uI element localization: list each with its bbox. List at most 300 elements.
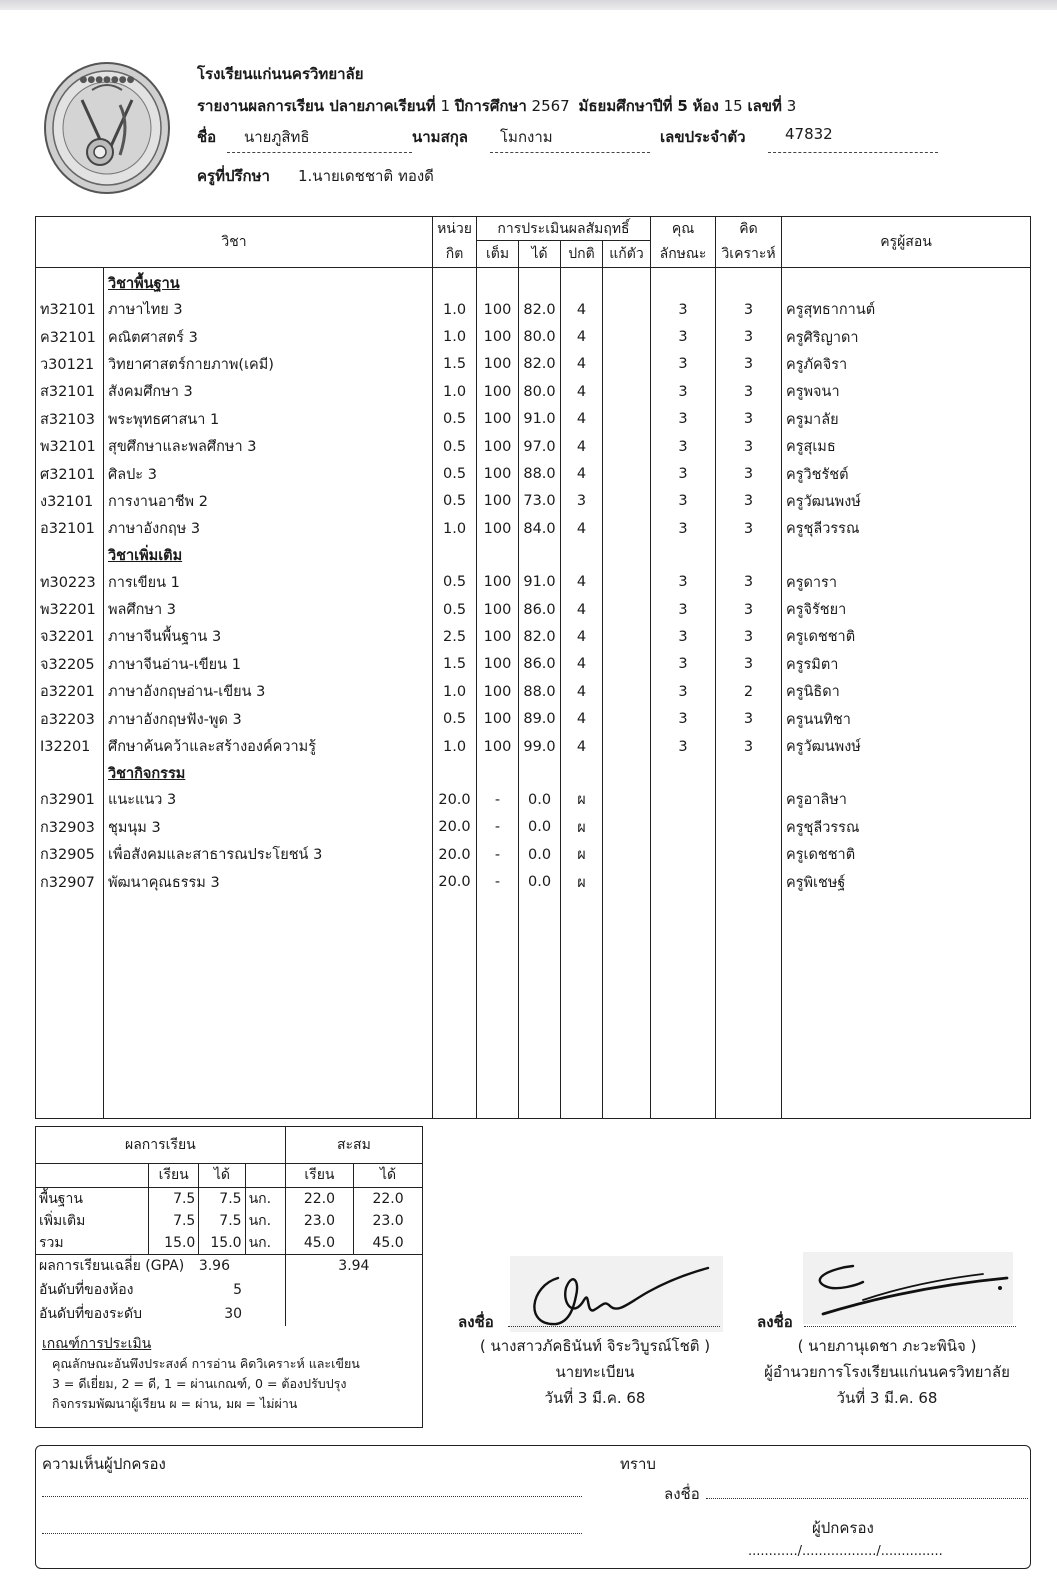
- cell-credit: 0.5: [433, 488, 477, 515]
- cell-score: 84.0: [519, 515, 561, 542]
- cell-full: 100: [477, 351, 519, 378]
- col-think-top: คิด: [716, 217, 782, 241]
- cell-full: 100: [477, 705, 519, 732]
- cell-grade: 4: [561, 433, 603, 460]
- cell-trait: [651, 841, 716, 868]
- section-row: [36, 268, 1031, 297]
- table-row: [36, 460, 1031, 487]
- cell-full: -: [477, 868, 519, 895]
- cell-grade: 4: [561, 596, 603, 623]
- cell-full: 100: [477, 488, 519, 515]
- cell-trait: 3: [651, 406, 716, 433]
- registrar-title: นายทะเบียน: [555, 1363, 635, 1381]
- level-value: 5: [677, 97, 688, 115]
- cell-score: 0.0: [519, 868, 561, 895]
- cell-name: ภาษาอังกฤษอ่าน-เขียน 3: [104, 678, 433, 705]
- cell-fix: [603, 678, 651, 705]
- cell-score: 82.0: [519, 623, 561, 650]
- cell-name: ศึกษาค้นคว้าและสร้างองค์ความรู้: [104, 733, 433, 760]
- cell-full: 100: [477, 433, 519, 460]
- summary-acc-study-header: เรียน: [285, 1163, 353, 1187]
- cell-trait: 3: [651, 651, 716, 678]
- cell-teacher: ครูชุลีวรรณ: [782, 814, 1031, 841]
- cell-credit: 0.5: [433, 705, 477, 732]
- cell-credit: 1.0: [433, 515, 477, 542]
- summary-cell-got: 7.5: [199, 1187, 245, 1210]
- summary-study-header: เรียน: [149, 1163, 199, 1187]
- svg-text:●●●●●●●: ●●●●●●●: [79, 75, 135, 85]
- cell-score: 0.0: [519, 814, 561, 841]
- table-row: [36, 786, 1031, 813]
- cell-fix: [603, 786, 651, 813]
- cell-code: จ32205: [36, 651, 104, 678]
- cell-teacher: ครูนิธิดา: [782, 678, 1031, 705]
- cell-name: คณิตศาสตร์ 3: [104, 323, 433, 350]
- summary-cell-acc_study: 45.0: [303, 1234, 336, 1251]
- cell-think: [716, 841, 782, 868]
- summary-cell-acc_study: 23.0: [303, 1212, 336, 1229]
- cell-name: ภาษาไทย 3: [104, 296, 433, 323]
- cell-teacher: ครูพิเชษฐ์: [782, 868, 1031, 895]
- table-row: [36, 596, 1031, 623]
- cell-fix: [603, 596, 651, 623]
- cell-score: 88.0: [519, 460, 561, 487]
- cell-grade: 3: [561, 488, 603, 515]
- cell-code: ส32103: [36, 406, 104, 433]
- cell-score: 86.0: [519, 596, 561, 623]
- cell-credit: 1.5: [433, 351, 477, 378]
- cell-full: 100: [477, 378, 519, 405]
- gpa-accum-value: 3.94: [285, 1254, 422, 1278]
- cell-full: -: [477, 786, 519, 813]
- parent-comment-box: [35, 1445, 1031, 1569]
- cell-code: อ32201: [36, 678, 104, 705]
- cell-teacher: ครูศิริญาดา: [782, 323, 1031, 350]
- cell-code: อ32101: [36, 515, 104, 542]
- table-row: [36, 296, 1031, 323]
- table-row: [36, 488, 1031, 515]
- cell-name: ภาษาอังกฤษฟัง-พูด 3: [104, 705, 433, 732]
- level-label: มัธยมศึกษาปีที่: [578, 97, 673, 115]
- cell-fix: [603, 651, 651, 678]
- registrar-date: วันที่ 3 มี.ค. 68: [544, 1389, 646, 1407]
- cell-think: 3: [716, 406, 782, 433]
- gpa-value: 3.96: [199, 1254, 285, 1278]
- cell-trait: [651, 786, 716, 813]
- cell-name: ชุมนุม 3: [104, 814, 433, 841]
- summary-cell-unit: นก.: [245, 1232, 285, 1255]
- term-value: 1: [440, 97, 450, 115]
- cell-think: 3: [716, 515, 782, 542]
- cell-code: ง32101: [36, 488, 104, 515]
- table-row: [36, 433, 1031, 460]
- summary-result-header: ผลการเรียน: [36, 1127, 285, 1163]
- cell-trait: 3: [651, 433, 716, 460]
- col-credit-top: หน่วย: [433, 217, 477, 241]
- cell-teacher: ครูเดชชาติ: [782, 623, 1031, 650]
- school-name: โรงเรียนแก่นนครวิทยาลัย: [197, 65, 364, 83]
- cell-fix: [603, 460, 651, 487]
- cell-code: ก32905: [36, 841, 104, 868]
- cell-trait: [651, 868, 716, 895]
- cell-fix: [603, 623, 651, 650]
- cell-full: 100: [477, 515, 519, 542]
- cell-name: ภาษาจีนพื้นฐาน 3: [104, 623, 433, 650]
- cell-fix: [603, 705, 651, 732]
- section-row: [36, 760, 1031, 786]
- summary-row: [36, 1232, 422, 1255]
- summary-acc-got-header: ได้: [354, 1163, 422, 1187]
- acknowledge-label: ทราบ: [620, 1455, 656, 1473]
- summary-accum-header: สะสม: [285, 1127, 422, 1163]
- student-name: นายภูสิทธิ: [244, 128, 310, 146]
- cell-score: 88.0: [519, 678, 561, 705]
- cell-grade: 4: [561, 733, 603, 760]
- id-underline: [768, 152, 938, 153]
- table-row: [36, 406, 1031, 433]
- table-row: [36, 814, 1031, 841]
- col-credit-bottom: กิต: [433, 241, 477, 268]
- summary-cell-acc_got: 45.0: [354, 1232, 422, 1255]
- cell-score: 82.0: [519, 296, 561, 323]
- cell-code: ก32907: [36, 868, 104, 895]
- cell-trait: 3: [651, 488, 716, 515]
- table-row: [36, 678, 1031, 705]
- cell-fix: [603, 351, 651, 378]
- cell-credit: 1.0: [433, 378, 477, 405]
- cell-teacher: ครูรมิตา: [782, 651, 1031, 678]
- cell-think: 3: [716, 378, 782, 405]
- cell-full: 100: [477, 569, 519, 596]
- cell-fix: [603, 296, 651, 323]
- summary-cell-study: 15.0: [149, 1232, 199, 1255]
- summary-cell-study: 7.5: [149, 1210, 199, 1232]
- table-filler-row: [36, 896, 1031, 1119]
- cell-trait: 3: [651, 296, 716, 323]
- number-label: เลขที่: [747, 97, 782, 115]
- cell-code: ท32101: [36, 296, 104, 323]
- cell-think: 3: [716, 323, 782, 350]
- cell-name: พัฒนาคุณธรรม 3: [104, 868, 433, 895]
- cell-think: [716, 814, 782, 841]
- report-prefix: รายงานผลการเรียน ปลายภาคเรียนที่: [197, 97, 436, 115]
- cell-score: 0.0: [519, 786, 561, 813]
- cell-fix: [603, 868, 651, 895]
- room-label: ห้อง: [692, 97, 719, 115]
- cell-full: 100: [477, 733, 519, 760]
- summary-cell-acc_got: 23.0: [354, 1210, 422, 1232]
- cell-name: ภาษาจีนอ่าน-เขียน 1: [104, 651, 433, 678]
- comment-line-2[interactable]: [42, 1533, 582, 1534]
- rank-level-value: 30: [224, 1306, 243, 1322]
- cell-code: ค32101: [36, 323, 104, 350]
- cell-score: 86.0: [519, 651, 561, 678]
- cell-score: 80.0: [519, 378, 561, 405]
- cell-think: 3: [716, 569, 782, 596]
- window-top-bar: [0, 0, 1057, 10]
- room-value: 15: [723, 97, 743, 115]
- cell-score: 82.0: [519, 351, 561, 378]
- parent-label: ผู้ปกครอง: [812, 1519, 874, 1537]
- cell-full: 100: [477, 678, 519, 705]
- cell-grade: 4: [561, 651, 603, 678]
- cell-name: วิทยาศาสตร์กายภาพ(เคมี): [104, 351, 433, 378]
- section-row: [36, 543, 1031, 569]
- cell-code: จ32201: [36, 623, 104, 650]
- cell-trait: [651, 814, 716, 841]
- summary-box: [35, 1126, 423, 1428]
- parent-comment-label: ความเห็นผู้ปกครอง: [42, 1455, 166, 1473]
- cell-score: 80.0: [519, 323, 561, 350]
- cell-grade: 4: [561, 351, 603, 378]
- director-title: ผู้อำนวยการโรงเรียนแก่นนครวิทยาลัย: [764, 1363, 1010, 1381]
- student-surname: โมกงาม: [500, 128, 553, 146]
- cell-score: 73.0: [519, 488, 561, 515]
- cell-code: ก32901: [36, 786, 104, 813]
- cell-grade: ผ: [561, 868, 603, 895]
- cell-teacher: ครูสุทธากานต์: [782, 296, 1031, 323]
- cell-name: การงานอาชีพ 2: [104, 488, 433, 515]
- cell-grade: 4: [561, 460, 603, 487]
- table-row: [36, 705, 1031, 732]
- cell-trait: 3: [651, 515, 716, 542]
- cell-trait: 3: [651, 351, 716, 378]
- summary-table: [36, 1127, 422, 1326]
- cell-name: พลศึกษา 3: [104, 596, 433, 623]
- cell-trait: 3: [651, 596, 716, 623]
- cell-fix: [603, 733, 651, 760]
- registrar-signature-image: [510, 1256, 723, 1332]
- criteria-line-2: 3 = ดีเยี่ยม, 2 = ดี, 1 = ผ่านเกณฑ์, 0 = ต้องปรับปรุง: [52, 1376, 347, 1391]
- cell-credit: 0.5: [433, 433, 477, 460]
- cell-full: -: [477, 841, 519, 868]
- table-row: [36, 515, 1031, 542]
- cell-fix: [603, 433, 651, 460]
- cell-code: พ32201: [36, 596, 104, 623]
- cell-grade: 4: [561, 323, 603, 350]
- cell-think: 3: [716, 596, 782, 623]
- summary-cell-acc_got: 22.0: [354, 1187, 422, 1210]
- grades-table: [35, 216, 1031, 1119]
- cell-credit: 20.0: [433, 814, 477, 841]
- registrar-sign-label: ลงชื่อ: [458, 1313, 494, 1331]
- cell-grade: 4: [561, 705, 603, 732]
- cell-credit: 0.5: [433, 460, 477, 487]
- cell-teacher: ครูชุลีวรรณ: [782, 515, 1031, 542]
- director-date: วันที่ 3 มี.ค. 68: [836, 1389, 938, 1407]
- table-row: [36, 733, 1031, 760]
- cell-name: ภาษาอังกฤษ 3: [104, 515, 433, 542]
- col-full: เต็ม: [477, 241, 519, 268]
- cell-teacher: ครูพจนา: [782, 378, 1031, 405]
- cell-teacher: ครูภัคจิรา: [782, 351, 1031, 378]
- cell-fix: [603, 841, 651, 868]
- director-sign-line: [804, 1326, 1016, 1327]
- summary-cell-got: 7.5: [199, 1210, 245, 1232]
- summary-cell-study: 7.5: [149, 1187, 199, 1210]
- cell-think: 3: [716, 433, 782, 460]
- table-row: [36, 623, 1031, 650]
- registrar-signature-area: [510, 1256, 723, 1332]
- cell-think: 3: [716, 623, 782, 650]
- cell-think: 2: [716, 678, 782, 705]
- cell-fix: [603, 378, 651, 405]
- cell-score: 91.0: [519, 569, 561, 596]
- col-trait-bottom: ลักษณะ: [651, 241, 716, 268]
- cell-teacher: ครูสุเมธ: [782, 433, 1031, 460]
- cell-full: 100: [477, 623, 519, 650]
- cell-fix: [603, 569, 651, 596]
- cell-credit: 2.5: [433, 623, 477, 650]
- rank-level-label: อันดับที่ของระดับ: [39, 1306, 143, 1322]
- cell-teacher: ครูมาลัย: [782, 406, 1031, 433]
- parent-sign-line[interactable]: [706, 1498, 1028, 1499]
- parent-sign-label: ลงชื่อ: [664, 1485, 700, 1503]
- cell-grade: 4: [561, 406, 603, 433]
- cell-name: สุขศึกษาและพลศึกษา 3: [104, 433, 433, 460]
- cell-grade: 4: [561, 378, 603, 405]
- cell-score: 99.0: [519, 733, 561, 760]
- cell-credit: 1.5: [433, 651, 477, 678]
- cell-credit: 1.0: [433, 296, 477, 323]
- cell-grade: 4: [561, 296, 603, 323]
- criteria-line-1: คุณลักษณะอันพึงประสงค์ การอ่าน คิดวิเคราะห์ และเขียน: [52, 1356, 360, 1371]
- cell-name: พระพุทธศาสนา 1: [104, 406, 433, 433]
- cell-trait: 3: [651, 623, 716, 650]
- cell-code: พ32101: [36, 433, 104, 460]
- cell-code: ว30121: [36, 351, 104, 378]
- cell-code: ศ32101: [36, 460, 104, 487]
- table-row: [36, 323, 1031, 350]
- cell-teacher: ครูวิชรัชต์: [782, 460, 1031, 487]
- summary-cell-label: รวม: [39, 1234, 64, 1251]
- cell-fix: [603, 406, 651, 433]
- cell-credit: 0.5: [433, 569, 477, 596]
- surname-underline: [490, 152, 650, 153]
- cell-grade: 4: [561, 515, 603, 542]
- cell-trait: 3: [651, 460, 716, 487]
- col-trait-top: คุณ: [651, 217, 716, 241]
- section-label: วิชาพื้นฐาน: [104, 268, 433, 297]
- cell-full: 100: [477, 323, 519, 350]
- cell-name: เพื่อสังคมและสาธารณประโยชน์ 3: [104, 841, 433, 868]
- year-value: 2567: [531, 97, 570, 115]
- cell-fix: [603, 515, 651, 542]
- cell-score: 97.0: [519, 433, 561, 460]
- cell-code: I32201: [36, 733, 104, 760]
- comment-line-1[interactable]: [42, 1496, 582, 1497]
- cell-credit: 1.0: [433, 678, 477, 705]
- table-row: [36, 841, 1031, 868]
- registrar-name: ( นางสาวภัคธินันท์ จิระวิบูรณ์โชติ ): [479, 1337, 711, 1355]
- student-id: 47832: [785, 125, 833, 143]
- col-got: ได้: [519, 241, 561, 268]
- cell-trait: 3: [651, 705, 716, 732]
- gpa-label: ผลการเรียนเฉลี่ย (GPA): [36, 1254, 199, 1278]
- cell-think: [716, 868, 782, 895]
- parent-date-blank[interactable]: ............/................../...............: [748, 1544, 943, 1559]
- summary-row: [36, 1210, 422, 1232]
- cell-score: 0.0: [519, 841, 561, 868]
- col-subject: วิชา: [36, 217, 433, 268]
- cell-trait: 3: [651, 378, 716, 405]
- summary-cell-acc_study: 22.0: [303, 1190, 336, 1207]
- cell-trait: 3: [651, 733, 716, 760]
- cell-code: อ32203: [36, 705, 104, 732]
- cell-fix: [603, 488, 651, 515]
- surname-label: นามสกุล: [412, 128, 468, 146]
- cell-full: 100: [477, 296, 519, 323]
- rank-room-value: 5: [233, 1282, 243, 1298]
- cell-think: 3: [716, 351, 782, 378]
- report-title-line: [197, 94, 796, 118]
- director-name: ( นายภานุเดชา ภะวะพินิจ ): [797, 1337, 977, 1355]
- cell-code: ส32101: [36, 378, 104, 405]
- section-label: วิชากิจกรรม: [104, 760, 433, 786]
- cell-full: 100: [477, 406, 519, 433]
- summary-cell-unit: นก.: [245, 1210, 285, 1232]
- cell-score: 91.0: [519, 406, 561, 433]
- cell-credit: 20.0: [433, 868, 477, 895]
- cell-full: 100: [477, 651, 519, 678]
- cell-name: สังคมศึกษา 3: [104, 378, 433, 405]
- director-sign-label: ลงชื่อ: [757, 1313, 793, 1331]
- summary-got-header: ได้: [199, 1163, 245, 1187]
- cell-score: 89.0: [519, 705, 561, 732]
- table-row: [36, 378, 1031, 405]
- cell-trait: 3: [651, 569, 716, 596]
- director-signature-image: [803, 1252, 1013, 1324]
- summary-row: [36, 1187, 422, 1210]
- cell-grade: 4: [561, 678, 603, 705]
- col-teacher: ครูผู้สอน: [782, 217, 1031, 268]
- cell-full: -: [477, 814, 519, 841]
- cell-teacher: ครูจิรัชยา: [782, 596, 1031, 623]
- cell-credit: 0.5: [433, 406, 477, 433]
- advisor-name: 1.นายเดชชาติ ทองดี: [298, 167, 434, 185]
- name-label: ชื่อ: [197, 128, 217, 146]
- cell-credit: 20.0: [433, 841, 477, 868]
- director-signature-area: [803, 1252, 1013, 1324]
- col-think-bottom: วิเคราะห์: [716, 241, 782, 268]
- criteria-line-3: กิจกรรมพัฒนาผู้เรียน ผ = ผ่าน, มผ = ไม่ผ่าน: [52, 1396, 298, 1411]
- criteria-label: เกณฑ์การประเมิน: [42, 1336, 152, 1352]
- student-id-label: เลขประจำตัว: [660, 128, 746, 146]
- year-label: ปีการศึกษา: [454, 97, 527, 115]
- col-fixed: แก้ตัว: [603, 241, 651, 268]
- summary-cell-label: เพิ่มเติม: [39, 1212, 86, 1229]
- cell-think: 3: [716, 651, 782, 678]
- cell-think: 3: [716, 705, 782, 732]
- table-row: [36, 868, 1031, 895]
- col-assessment: การประเมินผลสัมฤทธิ์: [477, 217, 651, 241]
- cell-name: การเขียน 1: [104, 569, 433, 596]
- cell-full: 100: [477, 460, 519, 487]
- cell-teacher: ครูวัฒนพงษ์: [782, 733, 1031, 760]
- cell-fix: [603, 323, 651, 350]
- cell-grade: ผ: [561, 786, 603, 813]
- cell-think: [716, 786, 782, 813]
- cell-grade: 4: [561, 623, 603, 650]
- cell-name: แนะแนว 3: [104, 786, 433, 813]
- cell-think: 3: [716, 488, 782, 515]
- cell-teacher: ครูวัฒนพงษ์: [782, 488, 1031, 515]
- cell-code: ก32903: [36, 814, 104, 841]
- school-seal-logo: [42, 60, 172, 196]
- cell-grade: ผ: [561, 841, 603, 868]
- cell-teacher: ครูดารา: [782, 569, 1031, 596]
- summary-cell-unit: นก.: [245, 1187, 285, 1210]
